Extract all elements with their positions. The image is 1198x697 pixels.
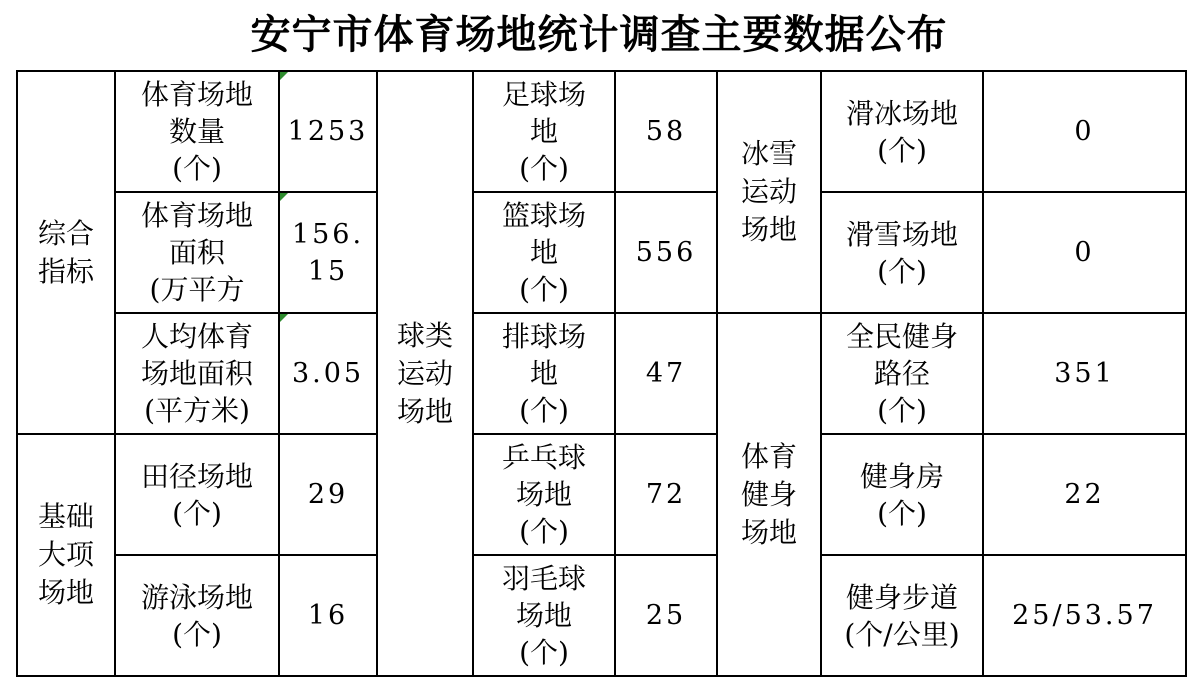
item-label-cell [821, 434, 983, 555]
category-cell-major-venues [17, 434, 115, 676]
item-label: 篮球场 地 (个) [501, 199, 586, 306]
item-label-cell [473, 555, 615, 676]
item-label: 体育场地 面积 (万平方 [140, 199, 253, 306]
table-row [17, 434, 1186, 555]
item-value: 156.15 [291, 218, 365, 287]
item-value: 29 [307, 479, 349, 510]
table-row [17, 71, 1186, 192]
comment-marker-icon [280, 193, 288, 201]
item-value: 0 [1074, 237, 1095, 268]
value-cell [983, 555, 1186, 676]
item-label-cell [115, 555, 279, 676]
item-value: 1253 [287, 116, 369, 147]
value-cell [983, 192, 1186, 313]
item-value: 0 [1074, 116, 1095, 147]
item-label-cell [821, 313, 983, 434]
item-label-cell [473, 313, 615, 434]
value-cell [279, 71, 377, 192]
value-cell [615, 313, 717, 434]
item-label: 全民健身 路径 (个) [845, 320, 958, 427]
item-label-cell [821, 71, 983, 192]
value-cell [279, 313, 377, 434]
item-value: 22 [1064, 479, 1105, 510]
item-label-cell [115, 434, 279, 555]
table-row [17, 555, 1186, 676]
item-label-cell [115, 192, 279, 313]
item-label-cell [821, 555, 983, 676]
category-cell-ice-snow [717, 71, 821, 313]
item-label-cell [115, 313, 279, 434]
category-label: 冰雪 运动 场地 [740, 137, 797, 246]
item-label-cell [821, 192, 983, 313]
category-label: 基础 大项 场地 [37, 500, 94, 609]
item-label-cell [115, 71, 279, 192]
item-label: 滑雪场地 (个) [845, 217, 958, 288]
value-cell [615, 192, 717, 313]
item-value: 16 [307, 600, 349, 631]
item-label-cell [473, 192, 615, 313]
value-cell [983, 434, 1186, 555]
table-row [17, 192, 1186, 313]
value-cell [983, 313, 1186, 434]
item-label: 健身步道 (个/公里) [844, 580, 960, 651]
item-label: 羽毛球 场地 (个) [501, 562, 586, 669]
statistics-table [16, 70, 1187, 677]
item-value: 556 [635, 237, 697, 268]
item-value: 351 [1054, 358, 1115, 389]
item-label: 人均体育 场地面积 (平方米) [140, 320, 253, 427]
item-label: 排球场 地 (个) [501, 320, 586, 427]
item-value: 3.05 [291, 358, 365, 389]
category-cell-fitness [717, 313, 821, 676]
category-label: 体育 健身 场地 [740, 439, 797, 549]
page-title: 安宁市体育场地统计调查主要数据公布 [250, 12, 948, 58]
category-cell-comprehensive [17, 71, 115, 434]
item-value: 25/53.57 [1012, 600, 1157, 631]
table-row [17, 313, 1186, 434]
value-cell [279, 434, 377, 555]
item-value: 47 [645, 358, 687, 389]
category-cell-ball-sports [377, 71, 473, 676]
item-label: 田径场地 (个) [140, 459, 253, 530]
comment-marker-icon [280, 72, 288, 80]
item-label: 游泳场地 (个) [140, 580, 253, 651]
item-label: 滑冰场地 (个) [845, 96, 958, 167]
category-label: 球类 运动 场地 [396, 318, 453, 428]
comment-marker-icon [280, 314, 288, 322]
item-label-cell [473, 434, 615, 555]
item-label: 健身房 (个) [859, 459, 944, 530]
item-value: 25 [645, 600, 687, 631]
item-value: 58 [645, 116, 687, 147]
item-label-cell [473, 71, 615, 192]
value-cell [279, 192, 377, 313]
category-label: 综合 指标 [37, 216, 94, 288]
item-label: 乒乓球 场地 (个) [501, 441, 586, 548]
value-cell [615, 71, 717, 192]
value-cell [615, 434, 717, 555]
value-cell [615, 555, 717, 676]
value-cell [983, 71, 1186, 192]
item-label: 足球场 地 (个) [501, 78, 586, 185]
item-value: 72 [645, 479, 687, 510]
item-label: 体育场地 数量 (个) [140, 78, 253, 185]
value-cell [279, 555, 377, 676]
